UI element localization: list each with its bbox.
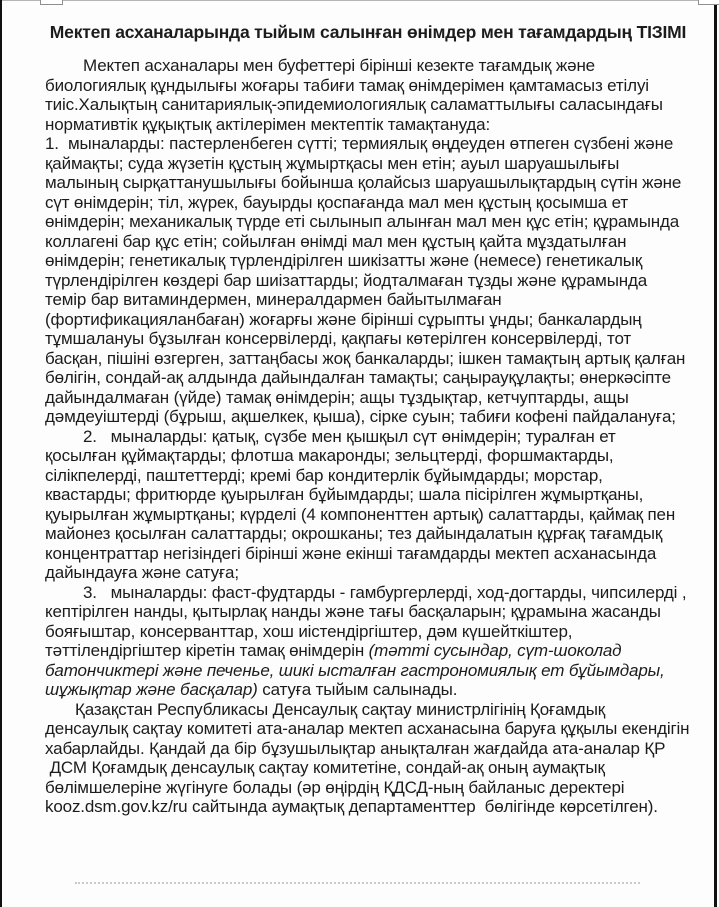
- page-top-hairline: [0, 0, 719, 1]
- list-item-3: [45, 583, 691, 700]
- site-url-text: kooz.dsm.gov.kz/ru: [45, 797, 188, 816]
- page-left-border: [0, 0, 2, 907]
- intro-paragraph: Мектеп асханалары мен буфеттері бірінші кезекте тағамдық және биологиялық құндылығы жоғары табиғи тамақ өнімдерімен қамтамасыз етілуі тиіс.Халықтың санитариялық-эпидемиологиялық саламаттылығы саласындағы нормативтік құқықтық актілерімен мектептік тамақтануда:: [45, 56, 663, 134]
- list-item-1: 1. мыналарды: пастерленбеген сүтті; термиялық өңдеуден өтпеген сүзбені және қаймақты; суда жүзетін құстың жұмыртқасы мен етін; ауыл шаруашылығы малының сырқаттанушылығы бойынша қолайсыз шаруашылықтардың сүтін және сүт өнімдерін; тіл, жүрек, бауырды қоспағанда мал мен құстың қосымша ет өнімдерін; механикалық түрде еті сылынып алынған мал мен құс етін; құрамында коллагені бар құс етін; сойылған өнімді мал мен құстың қайта мұздатылған өнімдерін; генетикалық түрлендірілген шикізатты және (немесе) генетикалық түрлендірілген көздері бар шиізаттарды; йодталмаған тұзды және құрамында темір бар витаминдермен, минералдармен байытылмаған (фортификацияланбаған) жоғарғы және бірінші сұрыпты ұнды; банкалардың тұмшалануы бұзылған консервілерді, қақпағы көтерілген консервілерді, тот басқан, пішіні өзгерген, заттаңбасы жоқ банкаларды; ішкен тамақтың артық қалған бөлігін, сондай-ақ алдында дайындалған тамақты; саңырауқұлақты; өнеркәсіпте дайындалмаған (үйде) тамақ өнімдерін; ащы тұздықтар, кетчуптарды, ащы дәмдеуіштерді (бұрыш, ақшелкек, қыша), сірке суын; табиғи кофені пайдалануға;: [45, 134, 686, 426]
- closing-paragraph: [45, 700, 691, 817]
- closing-text: Қазақстан Республикасы Денсаулық сақтау министрлігінің Қоғамдық денсаулық сақтау комитеті ата-аналар мектеп асханасына баруға құқылы екендігін хабарлайды. Қандай да бір бұзушылықтар анықталған жағдайда ата-аналар ҚР ДСМ Қоғамдық денсаулық сақтау комитетіне, сондай-ақ оның аумақтық бөлімшелеріне жүгінуге болады (әр өңірдің ҚДСД-ның байланыс деректері: [45, 699, 690, 797]
- list-item-3-italic-note: (тәтті сусындар, сүт-шоколад батончиктері және печенье, шикі ысталған гастрономиялық ет бұйымдары, шұжықтар және басқалар): [45, 641, 665, 699]
- page-right-border: [714, 0, 717, 907]
- scan-artifact-line: [75, 882, 640, 884]
- top-left-notch: [40, 0, 63, 5]
- document-body: [45, 56, 691, 817]
- top-right-notch: [698, 0, 719, 5]
- list-item-3-text: 3. мыналарды: фаст-фудтарды - гамбургерлерді, ход-догтарды, чипсилерді , кептірілген нанды, қытырлақ нанды және тағы басқаларын; құрамына жасанды бояғыштар, консерванттар, хош иістендіргіштер, дәм күшейткіштер, тәттілендіргіштер кіретін тамақ өнімдерін: [45, 582, 687, 660]
- list-item-3-tail: сатуға тыйым салынады.: [257, 680, 458, 699]
- document-title: Мектеп асханаларында тыйым салынған өнімдер мен тағамдардың ТІЗІМІ: [49, 22, 687, 42]
- closing-tail: сайтында аумақтық департаменттер бөлігінде көрсетілген).: [187, 797, 658, 816]
- list-item-2: 2. мыналарды: қатық, сүзбе мен қышқыл сүт өнімдерін; туралған ет қосылған құймақтарды; флотша макаронды; зельцтерді, форшмактарды, сілікпелерді, паштеттерді; кремі бар кондитерлік бұйымдарды; морстар, квастарды; фритюрде қуырылған бұйымдарды; шала пісірілген жұмыртқаны, қуырылған жұмыртқаны; күрделі (4 компоненттен артық) салаттарды, қаймақ пен майонез қосылған салаттарды; окрошканы; тез дайындалатын құрғақ тағамдық концентраттар негізіндегі бірінші және екінші тағамдарды мектеп асханасында дайындауға және сатуға;: [45, 426, 676, 582]
